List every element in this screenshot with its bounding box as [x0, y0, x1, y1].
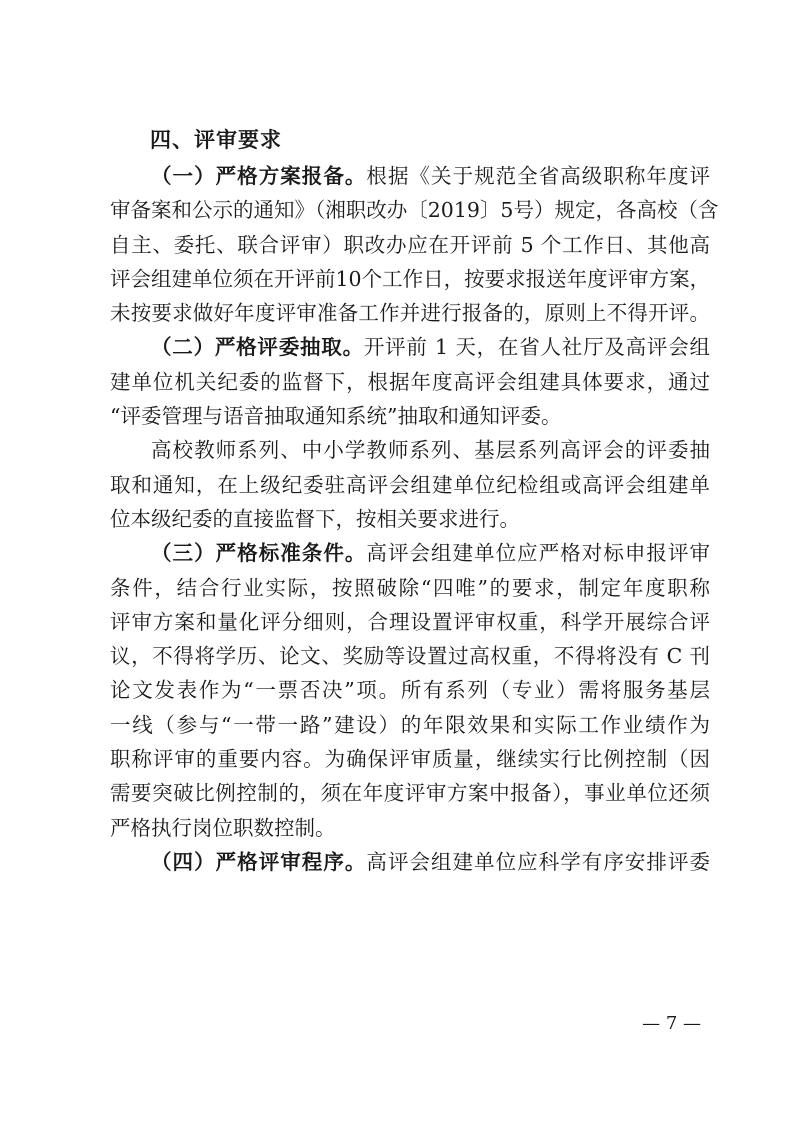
- paragraph-5-lead: （四）严格评审程序。: [151, 849, 367, 874]
- paragraph-2-lead: （二）严格评委抽取。: [151, 335, 364, 360]
- paragraph-4-line-5: 论文发表作为“一票否决”项。所有系列（专业）需将服务基层: [110, 678, 710, 703]
- paragraph-4-line-4: 议，不得将学历、论文、奖励等设置过高权重，不得将没有 C 刊: [110, 644, 710, 669]
- paragraph-1-line-1-text: 根据《关于规范全省高级职称年度评: [366, 164, 711, 188]
- paragraph-3-line-2: 取和通知，在上级纪委驻高评会组建单位纪检组或高评会组建单: [110, 472, 710, 497]
- paragraph-5-line-1-text: 高评会组建单位应科学有序安排评委: [366, 849, 711, 874]
- paragraph-1-line-3: 自主、委托、联合评审）职改办应在开评前 5 个工作日、其他高: [110, 232, 710, 257]
- paragraph-4-line-7: 职称评审的重要内容。为确保评审质量，继续实行比例控制（因: [110, 747, 710, 772]
- paragraph-1-line-1: [110, 159, 710, 193]
- paragraph-2-line-3: “评委管理与语音抽取通知系统”抽取和通知评委。: [110, 404, 562, 429]
- paragraph-5-line-1: [110, 845, 710, 879]
- paragraph-1-line-2: 审备案和公示的通知》（湘职改办〔2019〕5号）规定，各高校（含: [110, 198, 719, 223]
- paragraph-2-line-2: 建单位机关纪委的监督下，根据年度高评会组建具体要求，通过: [110, 369, 710, 394]
- paragraph-3-line-1: 高校教师系列、中小学教师系列、基层系列高评会的评委抽: [151, 438, 710, 463]
- paragraph-1-line-4: 评会组建单位须在开评前10个工作日，按要求报送年度评审方案，: [110, 266, 711, 291]
- paragraph-4-line-8: 需要突破比例控制的，须在年度评审方案中报备），事业单位还须: [110, 781, 710, 806]
- paragraph-4-lead: （三）严格标准条件。: [151, 541, 367, 566]
- section-heading: 四、评审要求: [150, 128, 282, 152]
- body-text: [110, 159, 719, 879]
- paragraph-2-line-1: [110, 330, 710, 364]
- paragraph-4-line-9: 严格执行岗位职数控制。: [110, 815, 336, 840]
- paragraph-1-lead: （一）严格方案报备。: [151, 164, 367, 188]
- paragraph-4-line-3: 评审方案和量化评分细则，合理设置评审权重，科学开展综合评: [110, 609, 710, 634]
- paragraph-2-line-1-text: 开评前 1 天，在省人社厅及高评会组: [363, 335, 711, 360]
- paragraph-4-line-6: 一线（参与“一带一路”建设）的年限效果和实际工作业绩作为: [110, 712, 710, 737]
- paragraph-4-line-1: [110, 536, 710, 570]
- paragraph-1-line-5: 未按要求做好年度评审准备工作并进行报备的，原则上不得开评。: [110, 301, 710, 326]
- page-number: — 7 —: [642, 1013, 701, 1034]
- paragraph-4-line-1-text: 高评会组建单位应严格对标申报评审: [366, 541, 711, 566]
- paragraph-4-line-2: 条件，结合行业实际，按照破除“四唯”的要求，制定年度职称: [110, 575, 710, 600]
- paragraph-3-line-3: 位本级纪委的直接监督下，按相关要求进行。: [110, 506, 520, 531]
